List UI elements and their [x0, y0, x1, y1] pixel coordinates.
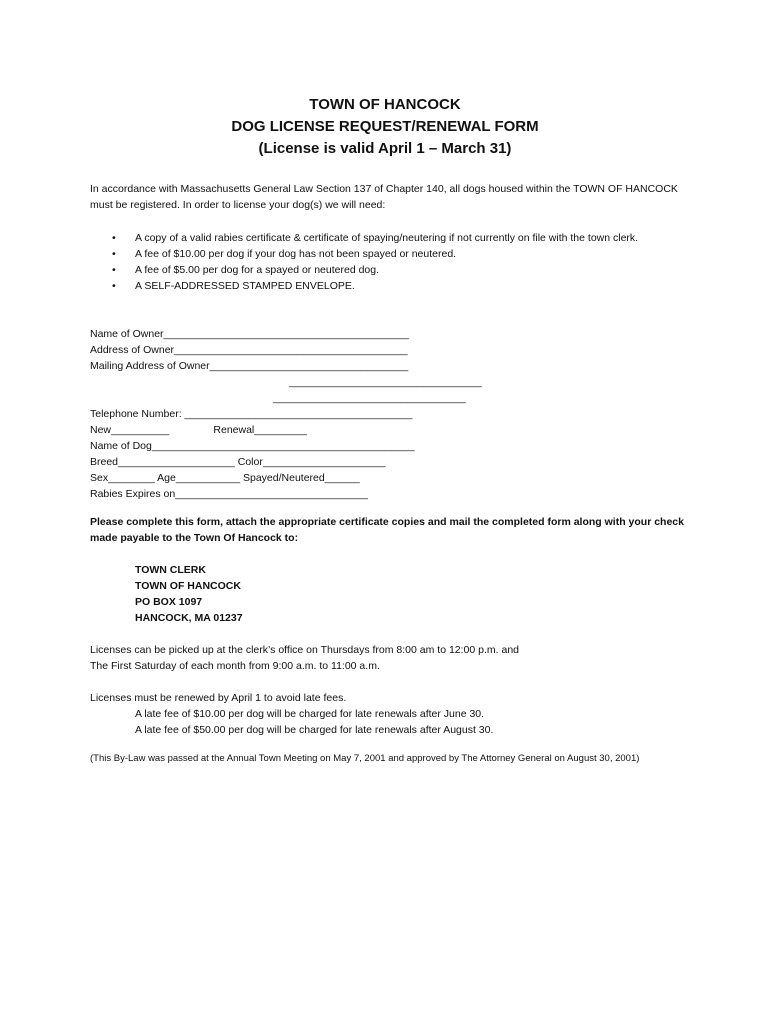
pickup-info: [90, 642, 690, 674]
age-field[interactable]: Age___________: [157, 472, 241, 484]
bullet-icon: •: [112, 280, 116, 292]
mailing-address-line-2[interactable]: _________________________________: [289, 376, 482, 388]
mailing-address-block: [135, 562, 735, 626]
requirement-text: A SELF-ADDRESSED STAMPED ENVELOPE.: [135, 280, 355, 292]
renewal-line: Licenses must be renewed by April 1 to avoid late fees.: [90, 692, 347, 704]
title-town: TOWN OF HANCOCK: [309, 96, 461, 113]
form-title: [0, 94, 770, 160]
requirement-text: A copy of a valid rabies certificate & certificate of spaying/neutering if not currently on file with the town clerk.: [135, 232, 639, 244]
form-fields: [90, 326, 690, 502]
pickup-line: The First Saturday of each month from 9:00 a.m. to 11:00 a.m.: [90, 660, 380, 672]
renewal-field[interactable]: Renewal_________: [213, 424, 307, 436]
bullet-icon: •: [112, 264, 116, 276]
bullet-icon: •: [112, 232, 116, 244]
title-form-name: DOG LICENSE REQUEST/RENEWAL FORM: [231, 118, 539, 135]
list-item: [90, 246, 680, 262]
mailing-address-line-3[interactable]: _________________________________: [273, 392, 466, 404]
late-fee-line: A late fee of $10.00 per dog will be charged for late renewals after June 30.: [135, 708, 485, 720]
address-line: PO BOX 1097: [135, 596, 203, 608]
rabies-expires-field[interactable]: Rabies Expires on_________________________________: [90, 488, 368, 500]
mailing-instructions: Please complete this form, attach the appropriate certificate copies and mail the completed form along with your check made payable to the Town Of Hancock to:: [90, 516, 684, 544]
requirements-list: [90, 230, 680, 294]
bylaw-note: (This By-Law was passed at the Annual Town Meeting on May 7, 2001 and approved by The Attorney General on August 30, 2001): [90, 753, 640, 764]
address-line: TOWN OF HANCOCK: [135, 580, 241, 592]
list-item: [90, 278, 680, 294]
sex-field[interactable]: Sex________: [90, 472, 155, 484]
new-field[interactable]: New__________: [90, 424, 170, 436]
list-item: [90, 262, 680, 278]
title-validity: (License is valid April 1 – March 31): [258, 140, 512, 157]
spayed-neutered-field[interactable]: Spayed/Neutered______: [243, 472, 360, 484]
mailing-address-field[interactable]: Mailing Address of Owner__________________________________: [90, 360, 409, 372]
telephone-field[interactable]: Telephone Number: _______________________________________: [90, 408, 413, 420]
address-line: TOWN CLERK: [135, 564, 206, 576]
owner-address-field[interactable]: Address of Owner________________________________________: [90, 344, 408, 356]
color-field[interactable]: Color_____________________: [237, 456, 386, 468]
bullet-icon: •: [112, 248, 116, 260]
intro-paragraph: In accordance with Massachusetts General Law Section 137 of Chapter 140, all dogs housed within the TOWN OF HANCOCK must be registered. In order to license your dog(s) we will need:: [90, 183, 678, 211]
requirement-text: A fee of $5.00 per dog for a spayed or neutered dog.: [135, 264, 380, 276]
breed-field[interactable]: Breed____________________: [90, 456, 235, 468]
list-item: [90, 230, 680, 246]
owner-name-field[interactable]: Name of Owner__________________________________________: [90, 328, 409, 340]
pickup-line: Licenses can be picked up at the clerk’s office on Thursdays from 8:00 am to 12:00 p.m. and: [90, 644, 519, 656]
late-fee-line: A late fee of $50.00 per dog will be charged for late renewals after August 30.: [135, 724, 494, 736]
dog-name-field[interactable]: Name of Dog_____________________________________________: [90, 440, 415, 452]
address-line: HANCOCK, MA 01237: [135, 612, 243, 624]
renewal-info: [90, 690, 690, 738]
requirement-text: A fee of $10.00 per dog if your dog has not been spayed or neutered.: [135, 248, 457, 260]
